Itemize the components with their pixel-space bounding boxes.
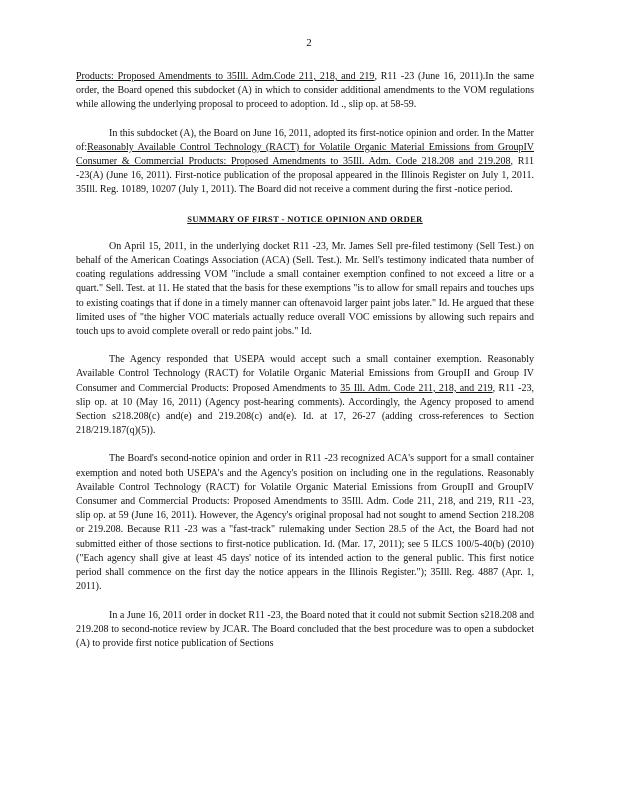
- paragraph-2: [76, 127, 534, 198]
- paragraph-1: [76, 70, 534, 113]
- paragraph-4-end: , R11 -23, slip op. at 10 (May 16, 2011) (Agency post-hearing comments). Accordingly, the Agency proposed to amend Section s218.208(c) and(e) and 219.208(c) and(e). Id. at 17, 26-27 (adding cross-references to Section 218/219.187(q)(5)).: [76, 382, 534, 437]
- document-body: [76, 70, 534, 651]
- paragraph-6: In a June 16, 2011 order in docket R11 -23, the Board noted that it could not submit Section s218.208 and 219.208 to second-notice review by JCAR. The Board concluded that the best procedure was to open a subdocket (A) to provide first notice publication of Sections: [76, 609, 534, 649]
- code-citation: 35 Ill. Adm. Code 211, 218, and 219: [340, 382, 493, 394]
- page-number: 2: [306, 37, 312, 49]
- paragraph-1-text: , R11 -23 (June 16, 2011).In the same order, the Board opened this subdocket (A) in which to consider additional amendments to the VOM regulations while allowing the underlying proposal to proceed to adoption. Id ., slip op. at 58-59.: [76, 71, 535, 111]
- paragraph-5: The Board's second-notice opinion and order in R11 -23 recognized ACA's support for a small container exemption and noted both USEPA's and the Agency's position on including one in the regulations. Reasonably Available Control Technology (RACT) for Volatile Organic Material Emissions from GroupII and GroupIV Consumer and Commercial Products: Proposed Amendments to 35Ill. Adm. Code 211, 218, and 219, R11 -23, slip op. at 59 (June 16, 2011). However, the Agency's original proposal had not sought to amend Section 218.208 or 219.208. Because R11 -23 was a "fast-track" rulemaking under Section 28.5 of the Act, the Board had not submitted either of those sections to first-notice publication. Id. (Mar. 17, 2011); see 5 ILCS 100/5-40(b) (2010) ("Each agency shall give at least 45 days' notice of its intended action to the general public. This first notice period shall commence on the first day the notice appears in the Illinois Register."); 35Ill. Reg. 4887 (Apr. 1, 2011).: [76, 453, 534, 593]
- paragraph-4: [76, 353, 534, 438]
- paragraph-3: On April 15, 2011, in the underlying docket R11 -23, Mr. James Sell pre-filed testimony (Sell Test.) on behalf of the American Coatings Association (ACA) (Sell. Test.). Mr. Sell's testimony indicated thata number of coating regulations addressing VOM "include a small container exemption confined to not exceed a litre or a quart." Sell. Test. at 11. He stated that the basis for these exemptions "is to allow for small repairs and touches ups to existing coatings that if done in a timely manner can oftenavoid larger paint jobs later." Id. He argued that these limited uses of "the higher VOC materials actually reduce overall VOC emissions by allowing such repairs and touch ups to avoid complete overall or redo paint jobs." Id.: [76, 240, 534, 338]
- case-title: Reasonably Available Control Technology (RACT) for Volatile Organic Material Emissions from GroupIV Consumer & Commercial Products: Proposed Amendments to 35Ill. Adm. Code 218.208 and 219.208: [76, 141, 534, 168]
- case-title-continued: Products: Proposed Amendments to 35Ill. Adm.Code 211, 218, and 219: [76, 71, 375, 82]
- paragraph-2-start: In this subdocket (A), the Board on June 16, 2011, adopted its first-notice opinion and order. In the Matter of:: [76, 127, 534, 153]
- section-heading: SUMMARY OF FIRST - NOTICE OPINION AND ORDER: [187, 213, 423, 224]
- paragraph-4-start: The Agency responded that USEPA would accept such a small container exemption. Reasonably Available Control Technology (RACT) for Volatile Organic Material Emissions from GroupII and Group IV Consumer and Commercial Products: Proposed Amendments to: [76, 354, 534, 394]
- paragraph-2-end: , R11 -23(A) (June 16, 2011). First-notice publication of the proposal appeared in the Illinois Register on July 1, 2011. 35Ill. Reg. 10189, 10207 (July 1, 2011). The Board did not receive a comment during the first -notice period.: [76, 156, 534, 196]
